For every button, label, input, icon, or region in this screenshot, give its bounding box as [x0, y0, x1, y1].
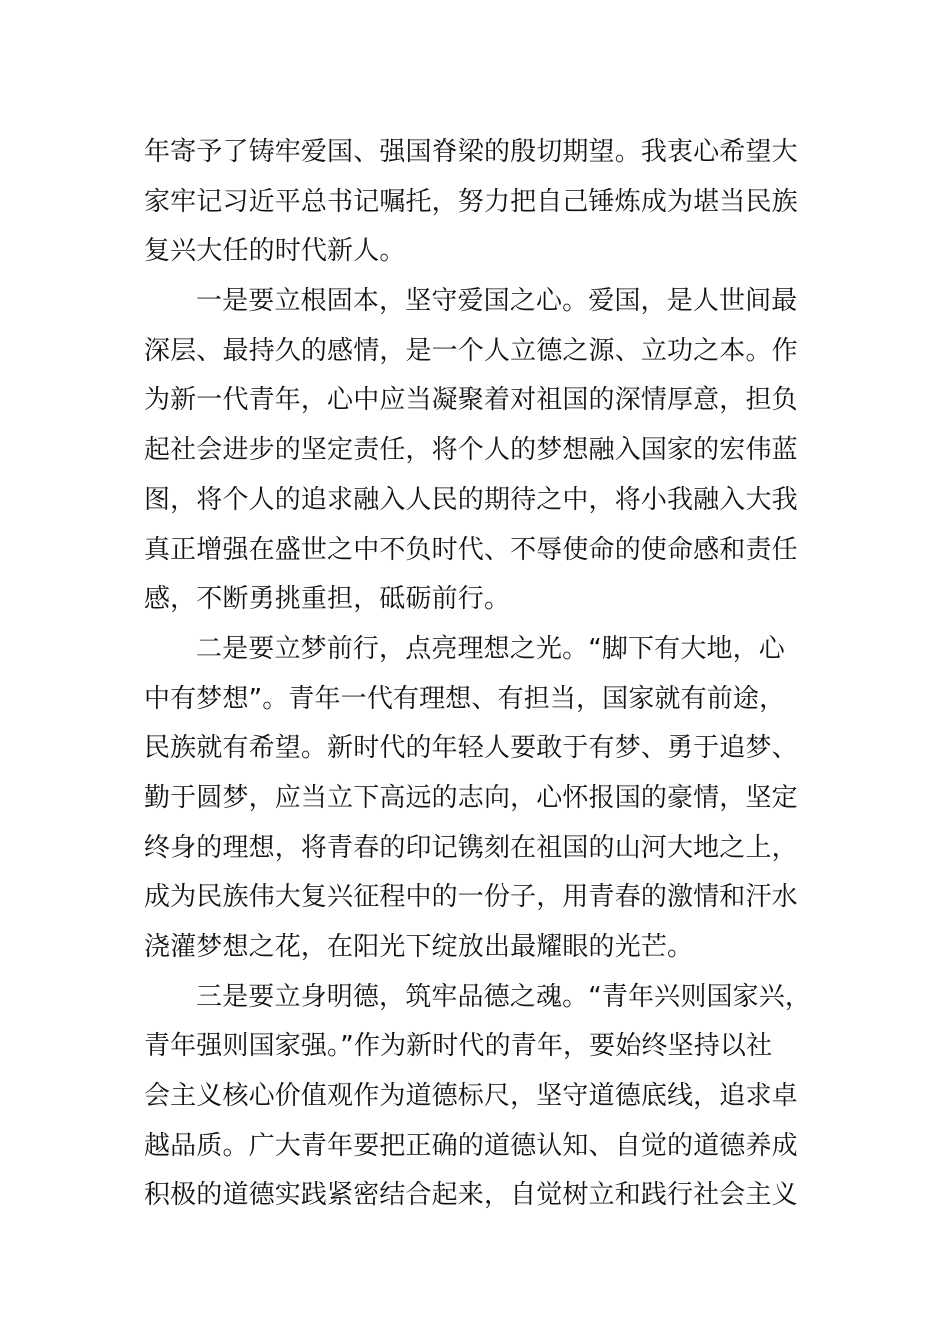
- paragraph-2-first-line: 二是要立梦前行，点亮理想之光。“脚下有大地，心: [196, 633, 785, 664]
- text-line: 年寄予了铸牢爱国、强国脊梁的殷切期望。我衷心希望大: [144, 137, 798, 167]
- text-line: 积极的道德实践紧密结合起来，自觉树立和践行社会主义: [144, 1180, 798, 1211]
- text-line: 成为民族伟大复兴征程中的一份子，用青春的激情和汗水: [144, 882, 798, 913]
- text-line: 起社会进步的坚定责任，将个人的梦想融入国家的宏伟蓝: [144, 435, 798, 466]
- text-line: 深层、最持久的感情，是一个人立德之源、立功之本。作: [144, 335, 798, 366]
- text-line: 青年强则国家强。”作为新时代的青年，要始终坚持以社: [144, 1031, 773, 1062]
- text-line: 越品质。广大青年要把正确的道德认知、自觉的道德养成: [144, 1130, 798, 1161]
- text-line: 民族就有希望。新时代的年轻人要敢于有梦、勇于追梦、: [144, 733, 798, 764]
- text-line: 真正增强在盛世之中不负时代、不辱使命的使命感和责任: [144, 534, 798, 565]
- text-line: 终身的理想，将青春的印记镌刻在祖国的山河大地之上，: [144, 832, 798, 863]
- text-line: 家牢记习近平总书记嘱托，努力把自己锤炼成为堪当民族: [144, 186, 798, 217]
- text-line: 图，将个人的追求融入人民的期待之中，将小我融入大我: [144, 484, 798, 515]
- body-text: [144, 128, 816, 1221]
- text-line: 复兴大任的时代新人。: [144, 236, 406, 267]
- paragraph-1-first-line: 一是要立根固本，坚守爱国之心。爱国，是人世间最: [196, 286, 798, 317]
- paragraph-3-first-line: 三是要立身明德，筑牢品德之魂。“青年兴则国家兴，: [196, 981, 812, 1012]
- text-line: 浇灌梦想之花，在阳光下绽放出最耀眼的光芒。: [144, 932, 694, 962]
- text-line: 感，不断勇挑重担，砥砺前行。: [144, 584, 511, 615]
- text-line: 勤于圆梦，应当立下高远的志向，心怀报国的豪情，坚定: [144, 782, 798, 813]
- text-line: 中有梦想”。青年一代有理想、有担当，国家就有前途，: [144, 683, 786, 714]
- text-line: 会主义核心价值观作为道德标尺，坚守道德底线，追求卓: [144, 1081, 798, 1112]
- text-line: 为新一代青年，心中应当凝聚着对祖国的深情厚意，担负: [144, 385, 798, 416]
